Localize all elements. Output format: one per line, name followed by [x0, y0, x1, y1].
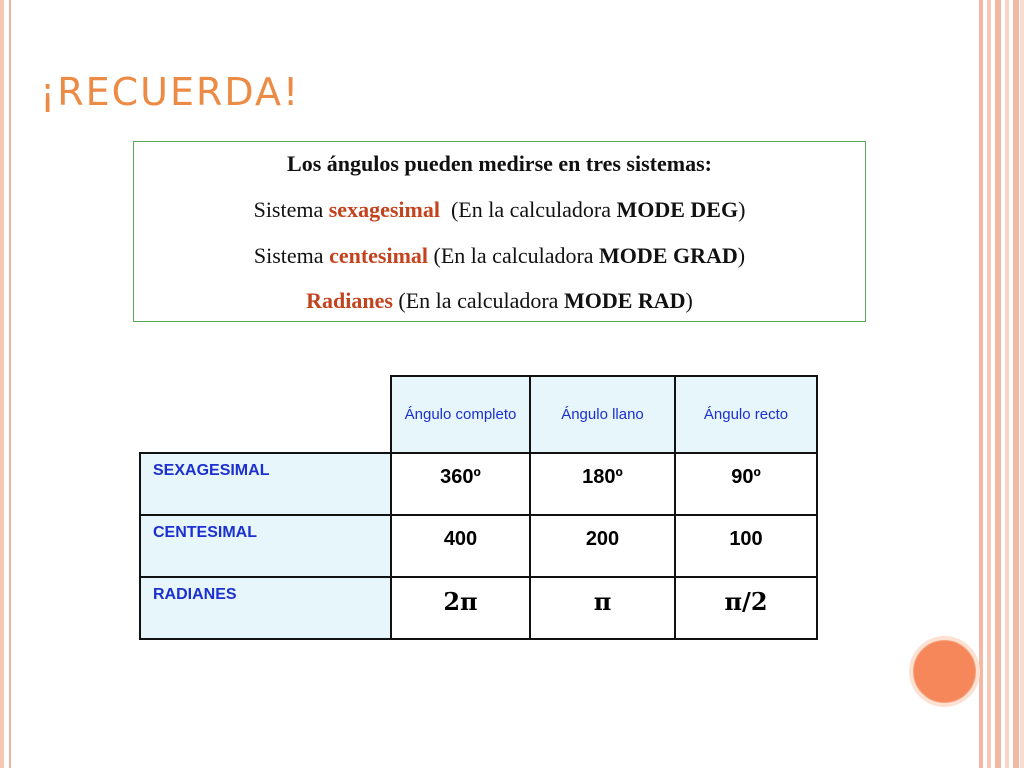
info-text: (En la calculadora — [428, 243, 600, 268]
system-name-radianes: Radianes — [306, 288, 393, 313]
table-cell: 400 — [391, 515, 530, 577]
row-label: RADIANES — [140, 577, 391, 639]
system-name-sexagesimal: sexagesimal — [328, 197, 440, 222]
info-text: (En la calculadora — [392, 288, 564, 313]
table-row — [140, 577, 817, 639]
right-decorative-stripe — [987, 0, 991, 768]
info-text: ) — [685, 288, 693, 313]
column-header: Ángulo completo — [391, 376, 530, 453]
left-decorative-band — [0, 0, 4, 768]
mode-deg: MODE DEG — [616, 197, 739, 222]
row-label: SEXAGESIMAL — [140, 453, 391, 515]
info-text: ) — [737, 243, 746, 268]
system-name-centesimal: centesimal — [329, 243, 429, 268]
table-cell: 2π — [391, 577, 530, 639]
table-cell: 180º — [530, 453, 675, 515]
slide-title: ¡RECUERDA! — [40, 70, 301, 114]
table-row — [140, 515, 817, 577]
right-decorative-stripe — [1020, 0, 1024, 768]
right-decorative-stripe — [979, 0, 983, 768]
table-cell: π/2 — [675, 577, 817, 639]
table-corner — [140, 376, 391, 453]
info-text: Sistema — [253, 243, 330, 268]
right-decorative-stripe — [1005, 0, 1009, 768]
info-heading: Los ángulos pueden medirse en tres sistemas: — [287, 151, 712, 176]
column-header: Ángulo recto — [675, 376, 817, 453]
info-line-sexagesimal — [134, 197, 865, 223]
angle-conversion-table — [139, 375, 818, 640]
row-label: CENTESIMAL — [140, 515, 391, 577]
left-decorative-line — [9, 0, 11, 768]
table-cell: 200 — [530, 515, 675, 577]
column-header: Ángulo llano — [530, 376, 675, 453]
table-cell: 90º — [675, 453, 817, 515]
info-text: ) — [738, 197, 746, 222]
right-decorative-stripe — [1013, 0, 1019, 768]
info-box — [133, 141, 866, 322]
table-header-row — [140, 376, 817, 453]
info-text: (En la calculadora — [439, 197, 617, 222]
table-cell: 100 — [675, 515, 817, 577]
orange-circle-decoration — [913, 640, 976, 703]
info-line-centesimal — [134, 243, 865, 269]
info-line-radianes — [134, 288, 865, 314]
mode-grad: MODE GRAD — [599, 243, 738, 268]
table-cell: π — [530, 577, 675, 639]
info-text: Sistema — [253, 197, 329, 222]
table-row — [140, 453, 817, 515]
mode-rad: MODE RAD — [563, 288, 686, 313]
right-decorative-stripe — [995, 0, 1001, 768]
table-cell: 360º — [391, 453, 530, 515]
